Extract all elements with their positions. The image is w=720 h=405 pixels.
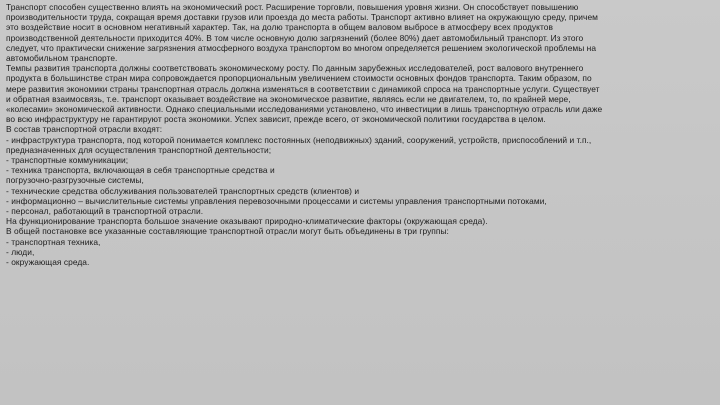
text-line: продукта в большинстве стран мира сопровождается пропорциональным увеличением стоимости основных фондов транспорта. Таким образом, по [6, 73, 592, 84]
text-line: В состав транспортной отрасли входят: [6, 124, 163, 135]
text-line: это воздействие носит в основном негативный характер. Так, на долю транспорта в общем валовом выбросе в атмосферу всех продуктов [6, 22, 553, 33]
text-line: - персонал, работающий в транспортной отрасли. [6, 206, 204, 217]
text-line: следует, что практически снижение загрязнения атмосферного воздуха транспортом во многом определяется решением экологической проблемы на [6, 42, 597, 53]
text-line: производственной деятельности приходится 40%. В том числе основную долю загрязнений (более 80%) дает автомобильный транспорт. Из этого [6, 32, 584, 43]
text-line: - технические средства обслуживания пользователей транспортных средств (клиентов) и [6, 185, 360, 196]
text-line: предназначенных для осуществления транспортной деятельности; [6, 144, 272, 155]
body-text [6, 2, 714, 267]
text-line: погрузочно-разгрузочные системы, [6, 175, 144, 186]
text-line: - инфраструктура транспорта, под которой понимается комплекс постоянных (неподвижных) зданий, сооружений, устройств, приспособлений и т.п., [6, 134, 592, 145]
text-line: производительности труда, сокращая время доставки грузов или проезда до места работы. Транспорт активно влияет на окружающую среду, причем [6, 12, 598, 23]
text-line: Транспорт способен существенно влиять на экономический рост. Расширение торговли, повышения уровня жизни. Он способствует повышению [6, 2, 579, 12]
text-line: Темпы развития транспорта должны соответствовать экономическому росту. По данным зарубежных исследователей, рост валового внутреннего [6, 63, 584, 74]
text-line: во всю инфраструктуру не гарантируют роста экономики. Успех зависит, прежде всего, от экономической политики государства в целом. [6, 114, 546, 125]
text-line: - транспортная техника, [6, 236, 101, 247]
text-line: - техника транспорта, включающая в себя транспортные средства и [6, 165, 275, 176]
text-line: - транспортные коммуникации; [6, 155, 129, 166]
text-line: - информационно – вычислительные системы управления перевозочными процессами и системы управления транспортными потоками, [6, 195, 547, 206]
text-line: В общей постановке все указанные составляющие транспортной отрасли могут быть объединены в три группы: [6, 226, 449, 237]
text-line: «колесами» экономической активности. Однако специальными исследованиями установлено, что инвестиции в лишь транспортную отрасль или даже [6, 104, 603, 115]
text-line: и обратная взаимосвязь, т.е. транспорт оказывает воздействие на экономическое развитие, являясь если не двигателем, то, по крайней мере, [6, 93, 571, 104]
text-line: автомобильном транспорте. [6, 53, 118, 64]
text-line: На функционирование транспорта большое значение оказывают природно-климатические факторы (окружающая среда). [6, 216, 488, 227]
text-line: - люди, [6, 246, 35, 257]
text-line: - окружающая среда. [6, 257, 90, 268]
text-line: мере развития экономики страны транспортная отрасль должна изменяться в соответствии с динамикой спроса на транспортные услуги. Существует [6, 83, 600, 94]
